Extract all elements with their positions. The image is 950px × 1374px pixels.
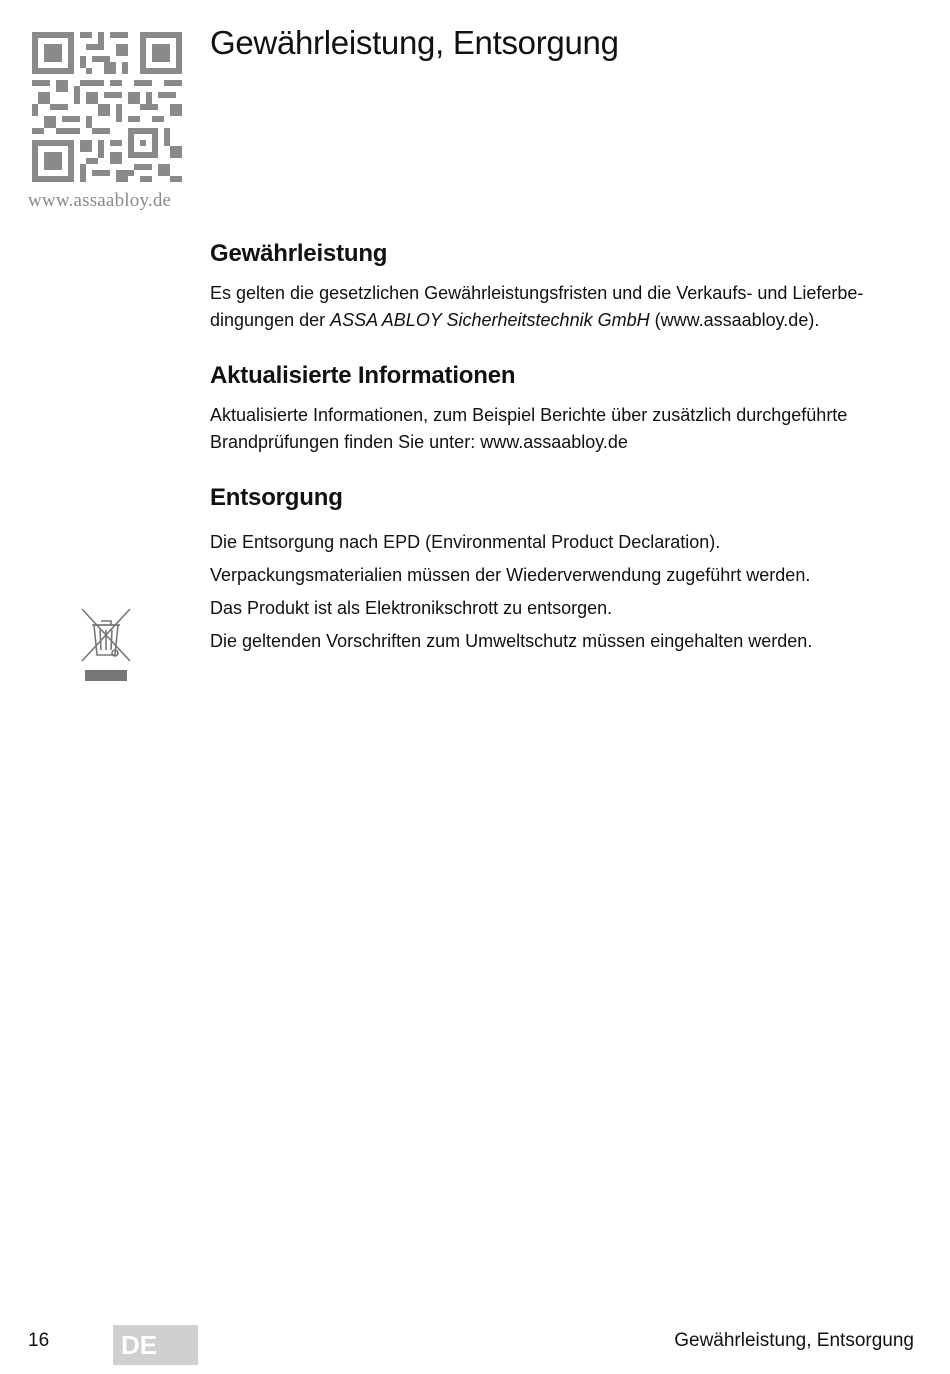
company-name: ASSA ABLOY Sicherheitstechnik GmbH bbox=[330, 310, 650, 330]
section-heading: Aktualisierte Informationen bbox=[210, 362, 516, 389]
section-updates bbox=[210, 362, 920, 456]
disposal-line: Die geltenden Vorschriften zum Umweltschutz müssen eingehalten werden. bbox=[210, 631, 813, 651]
warranty-text-end: (www.assaabloy.de). bbox=[649, 310, 820, 330]
disposal-line: Verpackungsmaterialien müssen der Wiederverwendung zugeführt werden. bbox=[210, 565, 811, 585]
language-badge: DE bbox=[113, 1325, 198, 1365]
footer-title: Gewährleistung, Entsorgung bbox=[674, 1330, 914, 1351]
qr-caption-url: www.assaabloy.de bbox=[28, 190, 172, 211]
weee-crossed-bin-icon bbox=[78, 605, 134, 685]
disposal-line: Das Produkt ist als Elektronikschrott zu entsorgen. bbox=[210, 598, 613, 618]
section-entsorgung bbox=[210, 484, 920, 658]
updates-text: Aktualisierte Informationen, zum Beispiel Berichte über zusätzlich durchgeführte Brandprüfungen finden Sie unter: www.assaabloy.de bbox=[210, 405, 848, 452]
section-heading: Entsorgung bbox=[210, 484, 343, 511]
section-heading: Gewährleistung bbox=[210, 240, 388, 267]
warranty-text bbox=[210, 280, 920, 334]
section-gewaehrleistung bbox=[210, 240, 920, 334]
disposal-line: Die Entsorgung nach EPD (Environmental Product Declaration). bbox=[210, 532, 721, 552]
qr-code-icon[interactable] bbox=[32, 32, 182, 182]
main-content bbox=[210, 240, 920, 686]
disposal-list bbox=[210, 526, 920, 658]
page-number: 16 bbox=[28, 1330, 50, 1351]
warranty-text-start: Es gelten die gesetzlichen Gewährleistungsfristen und die Verkaufs- und Lieferbedingungen der bbox=[210, 283, 864, 330]
page-title: Gewährleistung, Entsorgung bbox=[210, 24, 619, 61]
